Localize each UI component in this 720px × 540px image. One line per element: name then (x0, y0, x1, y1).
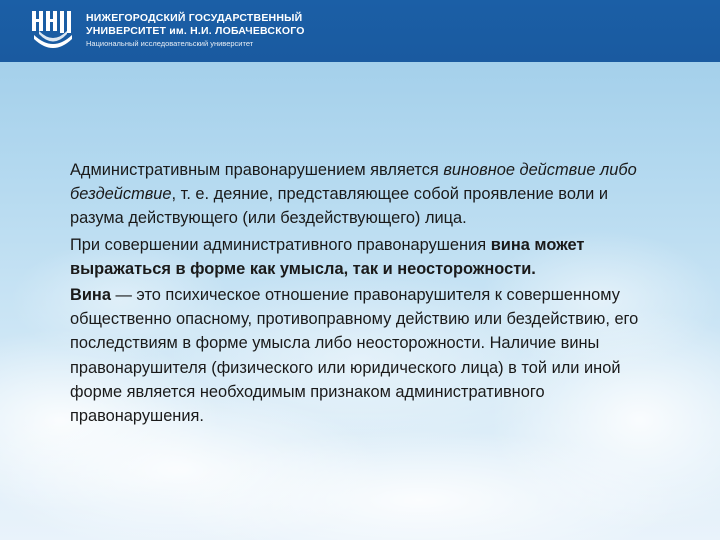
university-name-line1: НИЖЕГОРОДСКИЙ ГОСУДАРСТВЕННЫЙ (86, 12, 303, 24)
text-span: , т. е. деяние, представляющее собой проявление воли и разума действующего (или бездействующего) лица. (70, 185, 609, 228)
bold-term: Вина (70, 286, 111, 305)
university-logo-icon (30, 7, 76, 53)
paragraph-guilt-forms (70, 233, 660, 281)
text-span: Административным правонарушением является (70, 161, 444, 179)
text-span: — это психическое отношение правонарушителя к совершенному общественно опасному, противоправному действию или бездействию, его последствиям в форме умысла либо неосторожности. Наличие вины правонарушителя (физического или юридического лица) в той или иной форме является необходимым признаком административного правонарушения. (70, 286, 639, 426)
italic-term: виновное действие либо бездействие (70, 161, 637, 204)
text-span: При совершении административного правонарушения (70, 235, 491, 254)
university-subtitle: Национальный исследовательский университет (86, 39, 254, 48)
university-name-line2: УНИВЕРСИТЕТ им. Н.И. ЛОБАЧЕВСКОГО (86, 25, 305, 37)
header-bar (0, 0, 720, 62)
bold-statement: вина может выражаться в форме как умысла, так и неосторожности. (70, 235, 585, 278)
slide-body-text (70, 158, 660, 428)
university-name (86, 12, 305, 49)
paragraph-definition (70, 158, 660, 231)
paragraph-guilt-definition (70, 283, 660, 428)
